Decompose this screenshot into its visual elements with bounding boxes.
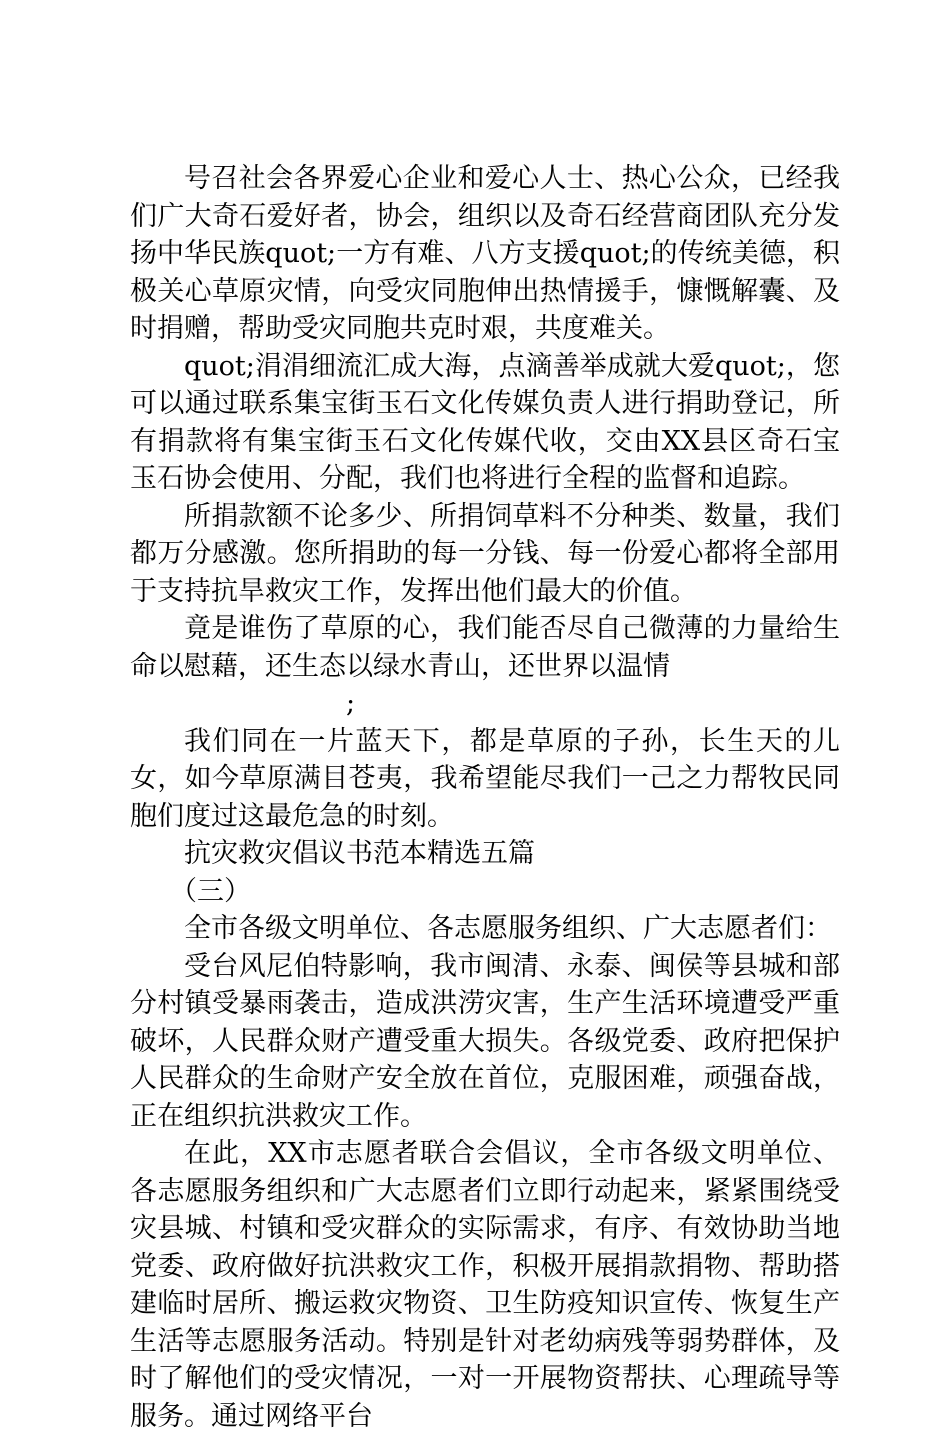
paragraph-4: 竟是谁伤了草原的心，我们能否尽自己微薄的力量给生命以慰藉，还生态以绿水青山，还世界以温情 bbox=[130, 613, 840, 682]
document-body bbox=[130, 160, 840, 1435]
paragraph-1: 号召社会各界爱心企业和爱心人士、热心公众，已经我们广大奇石爱好者，协会，组织以及奇石经营商团队充分发扬中华民族quot;一方有难、八方支援quot;的传统美德，积极关心草原灾情，向受灾同胞伸出热情援手，慷慨解囊、及时捐赠，帮助受灾同胞共克时艰，共度难关。 bbox=[130, 163, 840, 344]
paragraph-8: 在此，XX市志愿者联合会倡议，全市各级文明单位、各志愿服务组织和广大志愿者们立即行动起来，紧紧围绕受灾县城、村镇和受灾群众的实际需求，有序、有效协助当地党委、政府做好抗洪救灾工作，积极开展捐款捐物、帮助搭建临时居所、搬运救灾物资、卫生防疫知识宣传、恢复生产生活等志愿服务活动。特别是针对老幼病残等弱势群体，及时了解他们的受灾情况，一对一开展物资帮扶、心理疏导等服务。通过网络平台 bbox=[130, 1138, 840, 1432]
paragraph-7: 受台风尼伯特影响，我市闽清、永泰、闽侯等县城和部分村镇受暴雨袭击，造成洪涝灾害，生产生活环境遭受严重破坏，人民群众财产遭受重大损失。各级党委、政府把保护人民群众的生命财产安全放在首位，克服困难，顽强奋战，正在组织抗洪救灾工作。 bbox=[130, 950, 840, 1132]
paragraph-2: quot;涓涓细流汇成大海，点滴善举成就大爱quot;，您可以通过联系集宝街玉石文化传媒负责人进行捐助登记，所有捐款将有集宝街玉石文化传媒代收，交由XX县区奇石宝玉石协会使用、分配，我们也将进行全程的监督和追踪。 bbox=[130, 350, 840, 494]
section-heading: 抗灾救灾倡议书范本精选五篇 bbox=[184, 838, 535, 869]
salutation: 全市各级文明单位、各志愿服务组织、广大志愿者们： bbox=[184, 913, 832, 944]
section-number: （三） bbox=[170, 875, 251, 907]
paragraph-3: 所捐款额不论多少、所捐饲草料不分种类、数量，我们都万分感激。您所捐助的每一分钱、每一份爱心都将全部用于支持抗旱救灾工作，发挥出他们最大的价值。 bbox=[130, 500, 840, 607]
paragraph-5: 我们同在一片蓝天下，都是草原的子孙，长生天的儿女，如今草原满目苍夷，我希望能尽我们一己之力帮牧民同胞们度过这最危急的时刻。 bbox=[130, 725, 840, 832]
stray-semicolon: ; bbox=[346, 688, 356, 719]
